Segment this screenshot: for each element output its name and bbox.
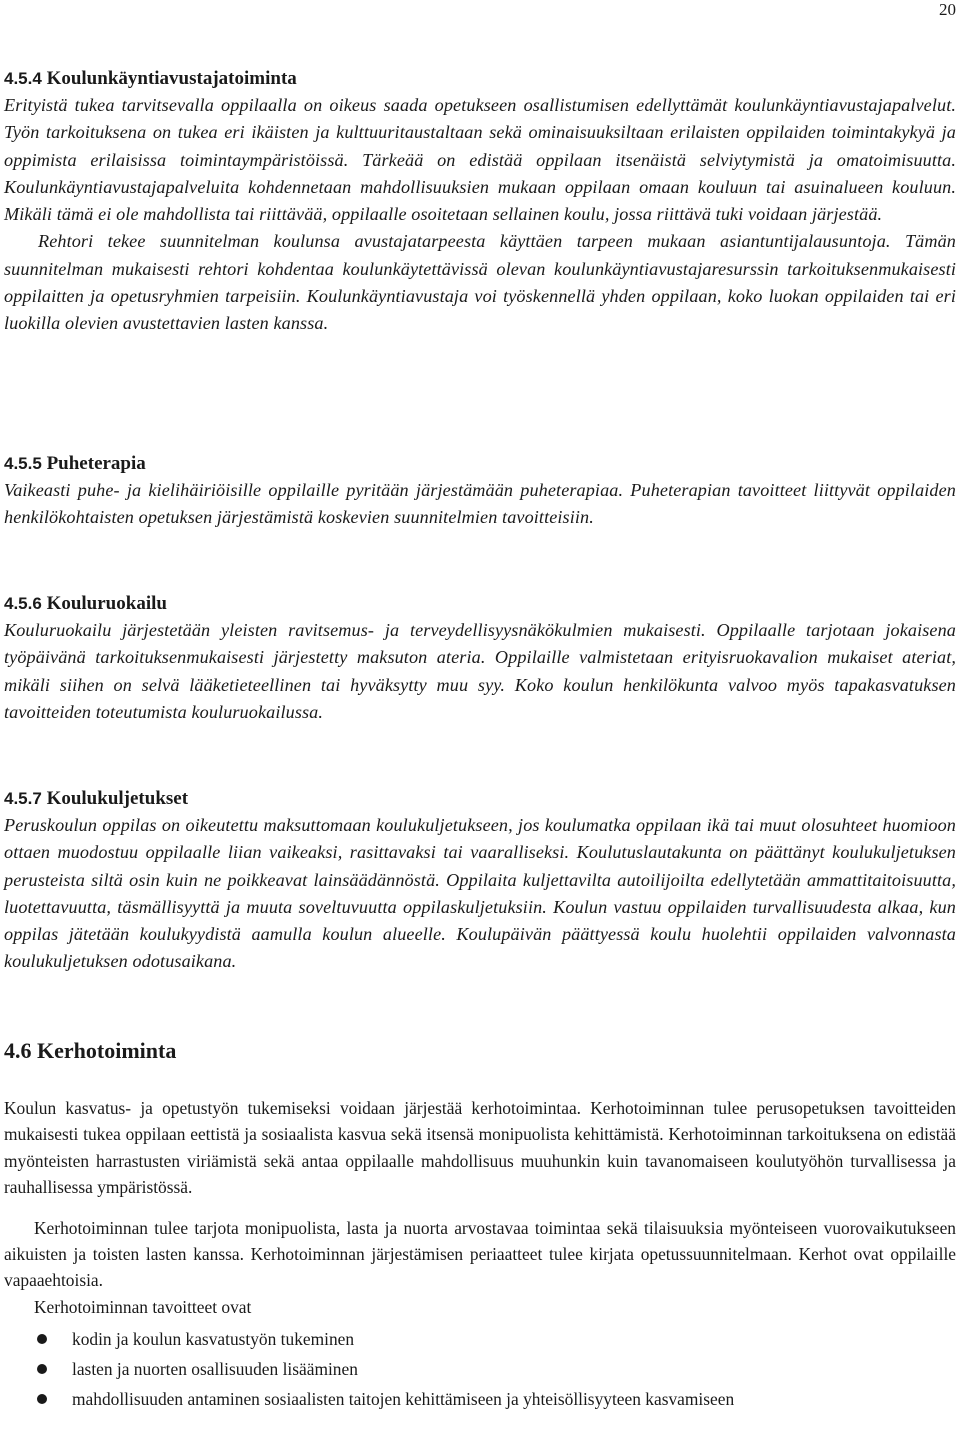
section-4-5-6 [4,591,956,726]
list-item-text: mahdollisuuden antaminen sosiaalisten taitojen kehittämiseen ja yhteisöllisyyteen kasvamiseen [72,1389,735,1410]
bullet-icon [37,1394,47,1404]
section-4-5-5 [4,451,956,532]
section-4-6-body [4,1095,956,1414]
section-title: Puheterapia [46,453,146,474]
list-item [4,1324,956,1354]
section-4-5-4 [4,66,956,338]
section-title: Koulunkäyntiavustajatoiminta [46,68,297,89]
section-heading [4,451,956,477]
body-paragraph: Kouluruokailu järjestetään yleisten ravitsemus- ja terveydellisyysnäkökulmien mukaisesti. Oppilaalle tarjotaan jokaisena työpäivänä tarkoituksenmukaisesti järjestetty maksuton ateria. Oppilaille valmistetaan erityisruokavalion mukaiset ateriat, mikäli siihen on selvä lääketieteellinen tai hyväksytty muu syy. Koko koulun henkilökunta valvoo myös tapakasvatuksen tavoitteiden toteutumista kouluruokailussa. [4,620,956,722]
body-paragraph: Vaikeasti puhe- ja kielihäiriöisille oppilaille pyritään järjestämään puheterapiaa. Puheterapian tavoitteet liittyvät oppilaiden henkilökohtaisten opetuksen järjestämistä koskevien suunnitelmien tavoitteisiin. [4,480,956,528]
list-item [4,1354,956,1384]
section-heading: 4.6 Kerhotoiminta [4,1038,177,1063]
section-number: 4.5.5 [4,454,42,473]
section-title: Koulukuljetukset [46,788,189,809]
section-heading [4,591,956,617]
page-number: 20 [939,0,956,19]
body-paragraph: Rehtori tekee suunnitelman koulunsa avustajatarpeesta käyttäen tarpeen mukaan asiantuntijalausuntoja. Tämän suunnitelman mukaisesti rehtori kohdentaa koulunkäytettävissä olevan koulunkäyntiavustajaresurssin tarkoituksenmukaisesti oppilaitten ja opetusryhmien tarpeisiin. Koulunkäyntiavustaja voi työskennellä yhden oppilaan, koko luokan oppilaiden tai eri luokilla olevien avustettavien lasten kanssa. [4,231,956,334]
goals-list [4,1324,956,1414]
bullet-icon [37,1364,47,1374]
bullet-icon [37,1334,47,1344]
section-number: 4.5.7 [4,789,42,808]
section-title: Kouluruokailu [46,593,167,614]
section-heading [4,786,956,812]
body-paragraph: Koulun kasvatus- ja opetustyön tukemiseksi voidaan järjestää kerhotoimintaa. Kerhotoiminnan tulee perusopetuksen tavoitteiden mukaisesti tukea oppilaan eettistä ja sosiaalista kasvua sekä itsensä monipuolista kehittämistä. Kerhotoiminnan tarkoituksena on edistää myönteisten harrastusten viriämistä sekä antaa oppilaalle mahdollisuus muuhunkin kuin tavanomaiseen koulutyöhön turvallisessa ja rauhallisessa ympäristössä. [4,1098,956,1198]
body-paragraph: Kerhotoiminnan tulee tarjota monipuolista, lasta ja nuorta arvostavaa toimintaa sekä tilaisuuksia myönteiseen vuorovaikutukseen aikuisten ja toisten lasten kanssa. Kerhotoiminnan järjestämisen periaatteet tulee kirjata opetussuunnitelmaan. Kerhot ovat oppilaille vapaaehtoisia. [4,1217,956,1291]
section-heading [4,66,956,92]
section-number: 4.5.6 [4,594,42,613]
list-item-text: lasten ja nuorten osallisuuden lisääminen [72,1359,358,1380]
section-4-5-7 [4,786,956,976]
list-item [4,1384,956,1414]
body-paragraph: Erityistä tukea tarvitsevalla oppilaalla on oikeus saada opetukseen osallistumisen edellyttämät koulunkäyntiavustajapalvelut. Työn tarkoituksena on tukea eri ikäisten ja kulttuuritaustaltaan sekä ominaisuuksiltaan erilaisten oppilaiden toimintakykyä ja oppimista erilaisissa toimintaympäristöissä. Tärkeää on edistää oppilaan itsenäistä selviytymistä ja omatoimisuutta. Koulunkäyntiavustajapalveluita kohdennetaan mahdollisuuksien mukaan oppilaan omaan kouluun tai asuinalueen kouluun. Mikäli tämä ei ole mahdollista tai riittävää, oppilaalle osoitetaan sellainen koulu, jossa riittävä tuki voidaan järjestää. [4,95,956,225]
goals-label: Kerhotoiminnan tavoitteet ovat [34,1296,252,1317]
list-item-text: kodin ja koulun kasvatustyön tukeminen [72,1329,355,1350]
body-paragraph: Peruskoulun oppilas on oikeutettu maksuttomaan koulukuljetukseen, jos koulumatka oppilaan ikä tai muut olosuhteet huomioon ottaen muodostuu oppilaalle liian vaikeaksi, rasittavaksi tai vaaralliseksi. Koulutuslautakunta on päättänyt koulukuljetuksen perusteista siltä osin kuin ne poikkeavat lainsäädännöstä. Oppilaita kuljettavilta autoilijoilta edellytetään ammattitaitoisuutta, luotettavuutta, täsmällisyyttä ja muuta soveltuvuutta oppilaskuljetuksiin. Koulun vastuu oppilaiden turvallisuudesta alkaa, kun oppilas jätetään koulukyydistä aamulla koulun alueelle. Koulupäivän päättyessä koulu huolehtii oppilaiden valvonnasta koulukuljetuksen odotusaikana. [4,815,956,972]
section-4-6 [4,1037,956,1065]
section-number: 4.5.4 [4,69,42,88]
